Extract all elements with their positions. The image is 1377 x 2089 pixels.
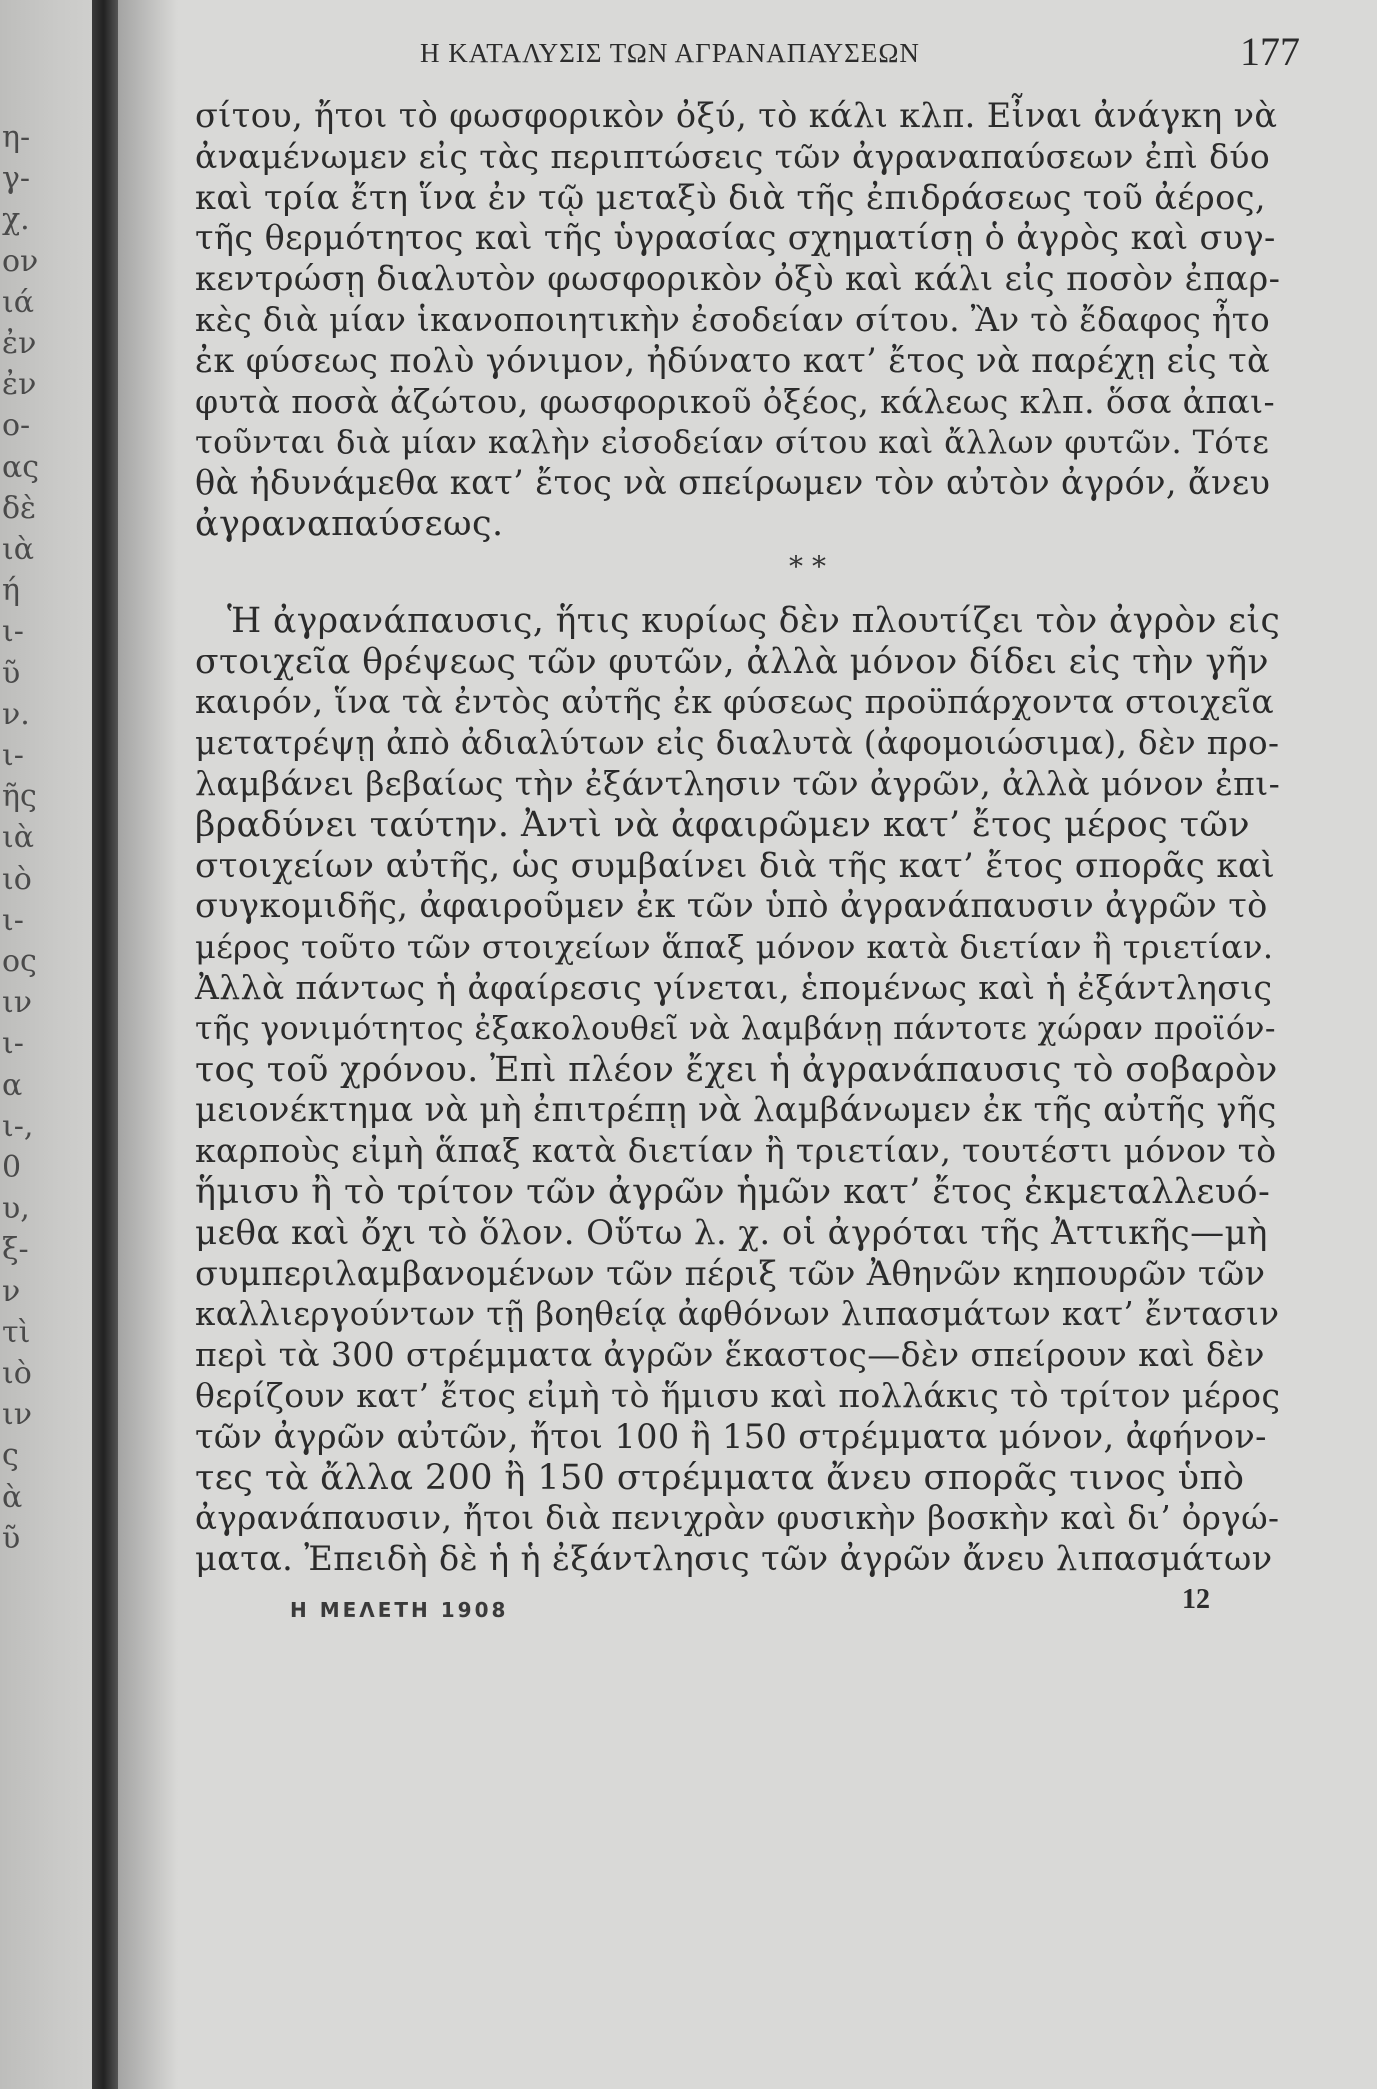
section-separator: * * (789, 549, 826, 583)
page-footer (195, 1583, 1280, 1642)
text-line: φυτὰ ποσὰ ἀζώτου, φωσφορικοῦ ὀξέος, κάλεως κλπ. ὅσα ἀπαι- (195, 381, 1275, 421)
text-line: συγκομιδῆς, ἀφαιροῦμεν ἐκ τῶν ὑπὸ ἀγρανάπαυσιν ἀγρῶν τὸ (195, 886, 1268, 926)
book-gutter (92, 0, 118, 2089)
margin-fragment: δὲ (2, 490, 37, 526)
text-line: καλλιεργούντων τῇ βοηθείᾳ ἀφθόνων λιπασμάτων κατ’ ἔντασιν (195, 1295, 1280, 1334)
text-line: ἐκ φύσεως πολὺ γόνιμον, ἠδύνατο κατ’ ἔτος νὰ παρέχῃ εἰς τὰ (195, 340, 1271, 380)
margin-fragment: ν (2, 1273, 21, 1309)
margin-fragment: ι- (2, 1026, 24, 1062)
margin-fragment: 0 (2, 1150, 22, 1185)
adjacent-page-margin (0, 0, 92, 2089)
text-line: συμπεριλαμβανομένων τῶν πέριξ τῶν Ἀθηνῶν κηπουρῶν τῶν (195, 1253, 1266, 1293)
text-line: καρποὺς εἰμὴ ἅπαξ κατὰ διετίαν ἢ τριετίαν, τουτέστι μόνον τὸ (195, 1131, 1277, 1171)
sheet-number: 12 (1182, 1583, 1210, 1615)
gutter-shadow (118, 0, 178, 2089)
text-line: ἥμισυ ἢ τὸ τρίτον τῶν ἀγρῶν ἡμῶν κατ’ ἔτος ἐκμεταλλευό- (195, 1171, 1271, 1212)
margin-fragment: ιν (2, 1397, 32, 1433)
margin-fragment: ἐν (2, 367, 37, 403)
footer-signature: Η ΜΕΛΕΤΗ 1908 (290, 1597, 509, 1622)
margin-fragment: χ. (2, 202, 30, 238)
text-line: Ἡ ἀγρανάπαυσις, ἥτις κυρίως δὲν πλουτίζει τὸν ἀγρὸν εἰς (227, 600, 1281, 641)
text-line: ἀγρανάπαυσιν, ἤτοι διὰ πενιχρὰν φυσικὴν βοσκὴν καὶ δι’ ὀργώ- (195, 1499, 1280, 1538)
paragraph-2 (195, 601, 1280, 1580)
margin-fragment: τὶ (2, 1314, 31, 1350)
text-line: σίτου, ἤτοι τὸ φωσφορικὸν ὀξύ, τὸ κάλι κλπ. Εἶναι ἀνάγκη νὰ (195, 96, 1278, 135)
text-line: τοῦνται διὰ μίαν καλὴν εἰσοδείαν σίτου καὶ ἄλλων φυτῶν. Τότε (195, 423, 1270, 462)
margin-fragment: ο- (2, 408, 31, 444)
text-line: τες τὰ ἄλλα 200 ἢ 150 στρέμματα ἄνευ σπορᾶς τινος ὑπὸ (195, 1457, 1245, 1498)
margin-fragment: ι- (2, 738, 24, 773)
text-line: τῶν ἀγρῶν αὐτῶν, ἤτοι 100 ἢ 150 στρέμματα μόνον, ἀφήνον- (195, 1416, 1267, 1456)
text-line: τος τοῦ χρόνου. Ἐπὶ πλέον ἔχει ἡ ἀγρανάπαυσις τὸ σοβαρὸν (195, 1049, 1278, 1090)
margin-fragment: υ, (2, 1191, 30, 1227)
margin-fragment: ῦ (2, 655, 21, 691)
margin-fragment: ι- (2, 902, 24, 938)
margin-fragment: ν. (2, 696, 30, 732)
text-line: κὲς διὰ μίαν ἱκανοποιητικὴν ἐσοδείαν σίτου. Ἂν τὸ ἔδαφος ἦτο (195, 300, 1271, 339)
paragraph-1 (195, 96, 1280, 545)
text-line: μειονέκτημα νὰ μὴ ἐπιτρέπῃ νὰ λαμβάνωμεν ἐκ τῆς αὐτῆς γῆς (195, 1090, 1277, 1130)
margin-fragment: ξ- (2, 1232, 29, 1268)
text-line: κεντρώσῃ διαλυτὸν φωσφορικὸν ὀξὺ καὶ κάλι εἰς ποσὸν ἐπαρ- (195, 259, 1281, 299)
margin-fragment: ὰ (2, 1479, 23, 1515)
text-line: περὶ τὰ 300 στρέμματα ἀγρῶν ἕκαστος—δὲν σπείρουν καὶ δὲν (195, 1335, 1265, 1375)
text-line: στοιχείων αὐτῆς, ὡς συμβαίνει διὰ τῆς κατ’ ἔτος σπορᾶς καὶ (195, 845, 1276, 886)
page-header (195, 20, 1300, 90)
margin-fragment: ή (2, 573, 20, 609)
text-line: ἀναμένωμεν εἰς τὰς περιπτώσεις τῶν ἀγραναπαύσεων ἐπὶ δύο (195, 136, 1271, 176)
margin-fragment: ι- (2, 614, 24, 650)
text-line: λαμβάνει βεβαίως τὴν ἐξάντλησιν τῶν ἀγρῶν, ἀλλὰ μόνον ἐπι- (195, 763, 1281, 803)
text-line: θὰ ἠδυνάμεθα κατ’ ἔτος νὰ σπείρωμεν τὸν αὐτὸν ἀγρόν, ἄνευ (195, 463, 1271, 503)
text-line: μετατρέψῃ ἀπὸ ἀδιαλύτων εἰς διαλυτὰ (ἀφομοιώσιμα), δὲν προ- (195, 724, 1280, 763)
margin-fragment: ος (2, 944, 37, 979)
margin-fragment: ας (2, 449, 40, 485)
text-line: καὶ τρία ἔτη ἵνα ἐν τῷ μεταξὺ διὰ τῆς ἐπιδράσεως τοῦ ἀέρος, (195, 177, 1266, 217)
running-title: Η ΚΑΤΑΛΥΣΙΣ ΤΩΝ ΑΓΡΑΝΑΠΑΥΣΕΩΝ (420, 38, 920, 68)
text-line: στοιχεῖα θρέψεως τῶν φυτῶν, ἀλλὰ μόνον δίδει εἰς τὴν γῆν (195, 641, 1269, 682)
text-line: τῆς θερμότητος καὶ τῆς ὑγρασίας σχηματίσῃ ὁ ἀγρὸς καὶ συγ- (195, 218, 1276, 258)
page-number: 177 (1240, 29, 1300, 74)
margin-fragment: γ- (2, 161, 31, 197)
margin-fragment: ιὰ (2, 532, 35, 567)
text-line: τῆς γονιμότητος ἐξακολουθεῖ νὰ λαμβάνῃ πάντοτε χώραν προϊόν- (195, 1010, 1276, 1047)
text-line: καιρόν, ἵνα τὰ ἐντὸς αὐτῆς ἐκ φύσεως προϋπάρχοντα στοιχεῖα (195, 682, 1275, 722)
text-line: βραδύνει ταύτην. Ἀντὶ νὰ ἀφαιρῶμεν κατ’ ἔτος μέρος τῶν (195, 804, 1250, 845)
margin-fragment: ς (2, 1438, 19, 1474)
text-line: μεθα καὶ ὄχι τὸ ὅλον. Οὕτω λ. χ. οἱ ἀγρόται τῆς Ἀττικῆς—μὴ (195, 1212, 1268, 1253)
margin-fragment: ιά (2, 284, 35, 320)
margin-fragment: ον (2, 243, 39, 279)
margin-fragment: η- (2, 120, 31, 155)
margin-fragment: ῦ (2, 1520, 21, 1556)
text-line: ματα. Ἐπειδὴ δὲ ἡ ἡ ἐξάντλησις τῶν ἀγρῶν ἄνευ λιπασμάτων (195, 1539, 1273, 1579)
margin-fragment: ιὸ (2, 861, 32, 897)
margin-fragment: ιὸ (2, 1356, 32, 1391)
margin-fragment: ιν (2, 985, 32, 1021)
margin-fragment: ιὰ (2, 820, 35, 856)
text-line: Ἀλλὰ πάντως ἡ ἀφαίρεσις γίνεται, ἑπομένως καὶ ἡ ἐξάντλησις (195, 967, 1273, 1007)
text-line: θερίζουν κατ’ ἔτος εἰμὴ τὸ ἥμισυ καὶ πολλάκις τὸ τρίτον μέρος (195, 1375, 1281, 1415)
margin-fragment: ῆς (2, 779, 37, 815)
margin-fragment: α (2, 1067, 23, 1103)
text-line: μέρος τοῦτο τῶν στοιχείων ἅπαξ μόνον κατὰ διετίαν ἢ τριετίαν. (195, 928, 1274, 967)
margin-fragment: ι-, (2, 1108, 34, 1144)
margin-fragment: ἐν (2, 326, 37, 361)
text-line: ἀγραναπαύσεως. (195, 503, 504, 544)
book-page (195, 20, 1300, 1642)
